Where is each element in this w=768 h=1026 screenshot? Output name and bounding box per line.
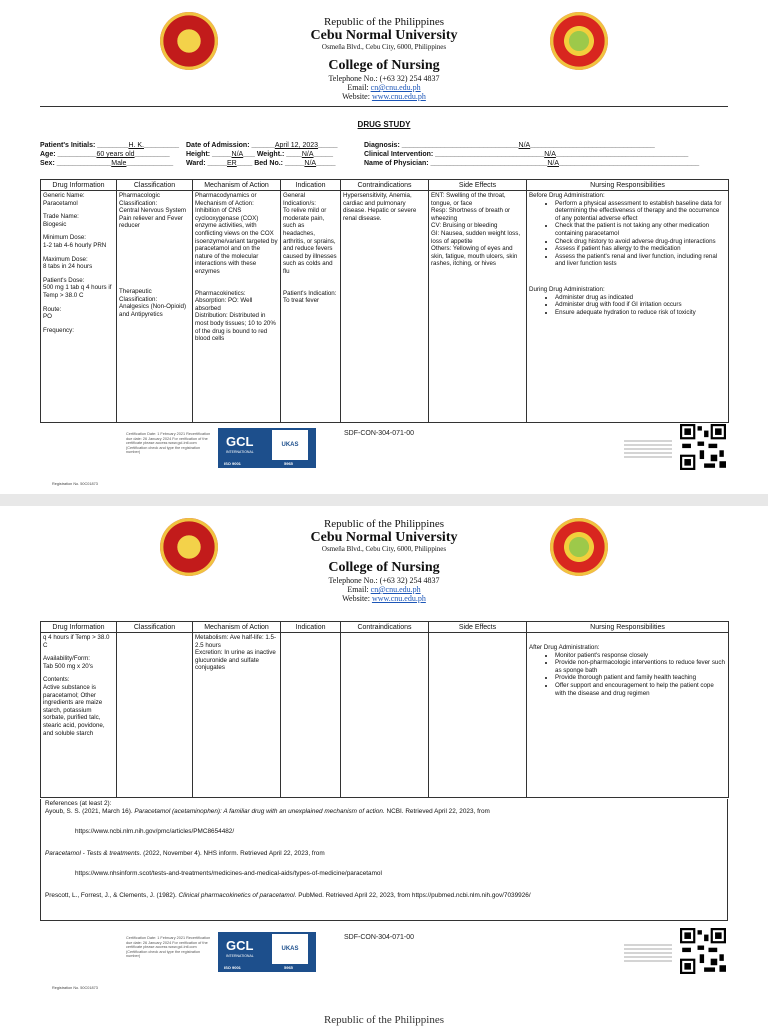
iso-label: ISO 9001 [224, 965, 241, 970]
list-item: • Ensure adequate hydration to reduce risk of toxicity [555, 309, 726, 317]
website-link[interactable]: www.cnu.edu.ph [371, 594, 426, 603]
pharmacologic-classification: Pharmacologic Classification: Central Nervous System Pain reliever and Fever reducer [119, 192, 187, 230]
letterhead [0, 518, 768, 603]
page-1 [0, 0, 768, 500]
col-indication: Indication [281, 180, 341, 191]
route: Route: PO [43, 305, 62, 321]
availability-form: Availability/Form: Tab 500 mg x 20's [43, 655, 94, 670]
diagnosis-row [364, 142, 655, 150]
email-label: Email: [347, 585, 371, 594]
physician-tail: ____________________________________ [558, 160, 700, 167]
metabolism-excretion: Metabolism: Ave half-life: 1.5-2.5 hours Excretion: In urine as inactive glucuronide and sulfate conjugates [195, 634, 277, 672]
minimum-dose: Minimum Dose: 1-2 tab 4-6 hourly PRN [43, 234, 107, 249]
physician-label: Name of Physician: ______________________________ [364, 160, 548, 167]
patient-indication: Patient's Indication: To treat fever [283, 289, 337, 305]
side-effects-text: ENT: Swelling of the throat, tongue, or face Resp: Shortness of breath or wheezing CV: Bruising or bleeding GI: Nausea, sudden weight loss, loss of appetite Others: Yellowing of eyes and skin, fatigue, mouth ulcers, skin rashes, itching, or hives [431, 192, 521, 268]
email-link[interactable]: cn@cnu.edu.ph [370, 83, 421, 92]
list-item: • Provide thorough patient and family health teaching [555, 674, 726, 682]
therapeutic-classification: Therapeutic Classification: Analgesics (Non-Opioid) and Antipyretics [119, 287, 187, 318]
patient-weight: N/A [301, 151, 314, 158]
document-code: SDF-CON-304-071-00 [344, 934, 415, 941]
qr-code-icon [680, 928, 726, 974]
indication-cell [281, 633, 341, 798]
registration-number: Registration No. 50C01873 [52, 986, 98, 990]
pharmacodynamics: Pharmacodynamics or Mechanism of Action: Inhibition of CNS cyclooxygenase (COX) enzyme activities, with conflicting views on the COX isoenzyme/variant targeted by paracetamol and on the nature of the molecular interactions with these enzymes [195, 192, 278, 275]
physician-name: N/A [547, 160, 559, 167]
reference-2-url[interactable]: https://www.nhsinform.scot/tests-and-treatments/medicines-and-medical-aids/types-of-medicine/paracetamol [75, 870, 382, 877]
website-line [0, 92, 768, 101]
gcl-ukas-badge [218, 932, 316, 972]
certification-note: Certification Date: 1 February 2021 Recertification due date: 26 January 2024 For verification of the certificate please access www.gcl-intl.com (Certification check and type the registration number) [126, 432, 211, 454]
patient-dose: Patient's Dose: 500 mg 1 tab q 4 hours if Temp > 38.0 C [43, 276, 112, 299]
col-nursing-responsibilities: Nursing Responsibilities [527, 622, 729, 633]
col-drug-information: Drug Information [41, 180, 117, 191]
email-link[interactable]: cn@cnu.edu.ph [370, 585, 421, 594]
qr-caption-placeholder [624, 440, 672, 460]
website-line [0, 594, 768, 603]
document-code: SDF-CON-304-071-00 [344, 430, 415, 437]
reference-1-authors: Ayoub, S. S. (2021, March 16). [45, 808, 135, 815]
list-item: • Offer support and encouragement to help the patient cope with the disease and drug regimen [555, 682, 726, 697]
table-header-row [41, 180, 729, 191]
col-contraindications: Contraindications [341, 180, 429, 191]
before-administration-list [529, 200, 726, 268]
drug-study-table-page-2 [40, 621, 729, 798]
admission-row [186, 142, 338, 150]
college-name: College of Nursing [328, 560, 440, 575]
col-side-effects: Side Effects [429, 622, 527, 633]
contents: Contents: Active substance is paracetamol; Other ingredients are maize starch, potassium sorbate, purified talc, stearic acid, povidone, and soluble starch [43, 676, 105, 737]
iso-number: 5965 [284, 965, 293, 970]
admission-date: April 12, 2023 [274, 142, 319, 149]
telephone: Telephone No.: (+63 32) 254 4837 [328, 74, 440, 83]
gcl-logo: GCL [226, 938, 254, 953]
col-drug-information: Drug Information [41, 622, 117, 633]
intervention-tail: __________________________________ [555, 151, 689, 158]
email-line [0, 585, 768, 594]
height-weight-row [186, 151, 333, 159]
age-row [40, 151, 170, 159]
website-label: Website: [342, 92, 372, 101]
intervention-label: Clinical Intervention: ____________________________ [364, 151, 545, 158]
col-side-effects: Side Effects [429, 180, 527, 191]
col-indication: Indication [281, 622, 341, 633]
general-indication: General Indication/s: To relive mild or moderate pain, such as headaches, arthritis, or sprains, and reduce fevers caused by illnesses such as colds and flu [283, 192, 337, 275]
reference-3-authors: Prescott, L., Forrest, J., & Clements, J. (1982). [45, 892, 179, 899]
ward-bed-row [186, 160, 336, 168]
age-tail: _________ [134, 151, 170, 158]
university-name: Cebu Normal University [310, 28, 458, 43]
weight-tail: _____ [313, 151, 333, 158]
gcl-logo: GCL [226, 434, 254, 449]
drug-info-cell [41, 633, 117, 798]
list-item: • Administer drug with food if GI irritation occurs [555, 301, 726, 309]
after-administration-title: After Drug Administration: [529, 644, 600, 651]
university-address: Osmeña Blvd., Cebu City, 6000, Philippines [321, 545, 447, 553]
age-label: Age: __________ [40, 151, 97, 158]
reference-3-title: Clinical pharmacokinetics of paracetamol. [178, 892, 297, 899]
list-item: • Check that the patient is not taking any other medication containing paracetamol [555, 222, 726, 237]
telephone: Telephone No.: (+63 32) 254 4837 [328, 576, 440, 585]
indication-cell [281, 191, 341, 423]
qr-code-icon [680, 424, 726, 470]
patient-diagnosis: N/A [518, 142, 531, 149]
list-item: • Check drug history to avoid adverse drug-drug interactions [555, 238, 726, 246]
col-contraindications: Contraindications [341, 622, 429, 633]
republic-line: Republic of the Philippines [323, 518, 445, 530]
sex-label: Sex: ______________ [40, 160, 112, 167]
website-label: Website: [342, 594, 372, 603]
ward-label: Ward: _____ [186, 160, 227, 167]
diagnosis-tail: ________________________________ [530, 142, 655, 149]
website-link[interactable]: www.cnu.edu.ph [371, 92, 426, 101]
list-item: • Perform a physical assessment to establish baseline data for determining the effectiveness of therapy and the occurrence of any potential adverse effect [555, 200, 726, 223]
col-classification: Classification [117, 180, 193, 191]
contraindications-cell [341, 191, 429, 423]
patient-sex: Male [111, 160, 127, 167]
admission-tail: _____ [318, 142, 338, 149]
physician-row [364, 160, 699, 168]
university-address: Osmeña Blvd., Cebu City, 6000, Philippines [321, 43, 447, 51]
gcl-ukas-badge [218, 428, 316, 468]
reference-1-url[interactable]: https://www.ncbi.nlm.nih.gov/pmc/articles/PMC8654482/ [75, 828, 235, 835]
contraindications-cell [341, 633, 429, 798]
sex-row [40, 160, 173, 168]
certification-note: Certification Date: 1 February 2021 Recertification due date: 26 January 2024 For verification of the certificate please access www.gcl-intl.com (Certification check and type the registration number) [126, 936, 211, 958]
dose-continued: q 4 hours if Temp > 38.0 C [43, 634, 110, 649]
reference-2-source: (2022, November 4). NHS inform. Retrieved April 22, 2023, from [141, 850, 325, 857]
document-title: DRUG STUDY [357, 120, 411, 129]
reference-1-title: Paracetamol (acetaminophen): A familiar drug with an unexplained mechanism of action. [134, 808, 385, 815]
patient-bed: N/A [304, 160, 317, 167]
drug-study-table-page-1 [40, 179, 729, 423]
table-row [41, 191, 729, 423]
nursing-responsibilities-cell [527, 191, 729, 423]
reference-3 [45, 892, 725, 900]
table-header-row [41, 622, 729, 633]
before-administration-title: Before Drug Administration: [529, 192, 605, 199]
email-label: Email: [347, 83, 371, 92]
side-effects-cell [429, 633, 527, 798]
pharmacokinetics: Pharmacokinetics: Absorption: PO: Well absorbed Distribution: Distributed in most body tissues; 10 to 20% of the drug is bound to red blood cells [195, 289, 276, 343]
patient-ward: ER [226, 160, 237, 167]
side-effects-cell [429, 191, 527, 423]
height-label: Height: _____ [186, 151, 232, 158]
patient-initials-row [40, 142, 179, 150]
drug-info-cell [41, 191, 117, 423]
patient-height: N/A [231, 151, 244, 158]
list-item: • Provide non-pharmacologic interventions to reduce fever such as sponge bath [555, 659, 726, 674]
ukas-logo: UKAS [272, 430, 308, 460]
references [45, 800, 725, 906]
list-item: • Administer drug as indicated [555, 294, 726, 302]
mechanism-cell [193, 191, 281, 423]
contraindications-text: Hypersensitivity, Anemia, cardiac and pulmonary disease. Hepatic or severe renal disease. [343, 192, 417, 222]
diagnosis-label: Diagnosis: ______________________________ [364, 142, 519, 149]
frequency: Frequency: [43, 326, 74, 334]
weight-label: ___ Weight.: ____ [243, 151, 302, 158]
nursing-responsibilities-cell [527, 633, 729, 798]
iso-label: ISO 9001 [224, 461, 241, 466]
header-divider [40, 106, 728, 107]
during-administration-title: During Drug Administration: [529, 285, 605, 293]
list-item: • Assess the patient's renal and liver function, including renal and liver function tests [555, 253, 726, 268]
gcl-subtitle: INTERNATIONAL [226, 450, 254, 454]
during-administration-list [529, 294, 726, 317]
letterhead [0, 16, 768, 101]
reference-1 [45, 808, 725, 816]
ukas-logo: UKAS [272, 934, 308, 964]
reference-2-title: Paracetamol - Tests & treatments. [45, 850, 142, 857]
republic-line: Republic of the Philippines [323, 16, 445, 28]
sex-tail: ____________ [126, 160, 174, 167]
bed-label: ____ Bed No.: _____ [236, 160, 305, 167]
after-administration-list [529, 652, 726, 698]
page-gap [0, 494, 768, 506]
iso-number: 5965 [284, 461, 293, 466]
generic-name: Generic Name: Paracetamol [43, 192, 85, 207]
clinical-intervention: N/A [544, 151, 556, 158]
classification-cell [117, 633, 193, 798]
col-mechanism: Mechanism of Action [193, 622, 281, 633]
maximum-dose: Maximum Dose: 8 tabs in 24 hours [43, 255, 93, 271]
classification-cell [117, 191, 193, 423]
initials-label: Patient's Initials: ________ [40, 142, 129, 149]
page-2 [0, 506, 768, 1006]
references-title: References (at least 2): [45, 800, 112, 807]
university-name: Cebu Normal University [310, 530, 458, 545]
col-nursing-responsibilities: Nursing Responsibilities [527, 180, 729, 191]
trade-name: Trade Name: Biogesic [43, 213, 79, 228]
col-mechanism: Mechanism of Action [193, 180, 281, 191]
next-page-header-partial: Republic of the Philippines [323, 1014, 445, 1026]
reference-3-source: PubMed. Retrieved April 22, 2023, from https://pubmed.ncbi.nlm.nih.gov/7039926/ [296, 892, 531, 899]
list-item: • Monitor patient's response closely [555, 652, 726, 660]
email-line [0, 83, 768, 92]
college-name: College of Nursing [328, 58, 440, 73]
intervention-row [364, 151, 688, 159]
admission-label: Date of Admission: ______ [186, 142, 275, 149]
reference-1-source: NCBI. Retrieved April 22, 2023, from [384, 808, 490, 815]
list-item: • Assess if patient has allergy to the medication [555, 245, 726, 253]
col-classification: Classification [117, 622, 193, 633]
bed-tail: _____ [316, 160, 336, 167]
patient-initials: H. K. [128, 142, 144, 149]
mechanism-cell [193, 633, 281, 798]
table-row [41, 633, 729, 798]
reference-2 [45, 850, 725, 858]
initials-tail: _________ [144, 142, 180, 149]
patient-age: 60 years old [96, 151, 135, 158]
registration-number: Registration No. 50C01873 [52, 482, 98, 486]
gcl-subtitle: INTERNATIONAL [226, 954, 254, 958]
qr-caption-placeholder [624, 944, 672, 964]
